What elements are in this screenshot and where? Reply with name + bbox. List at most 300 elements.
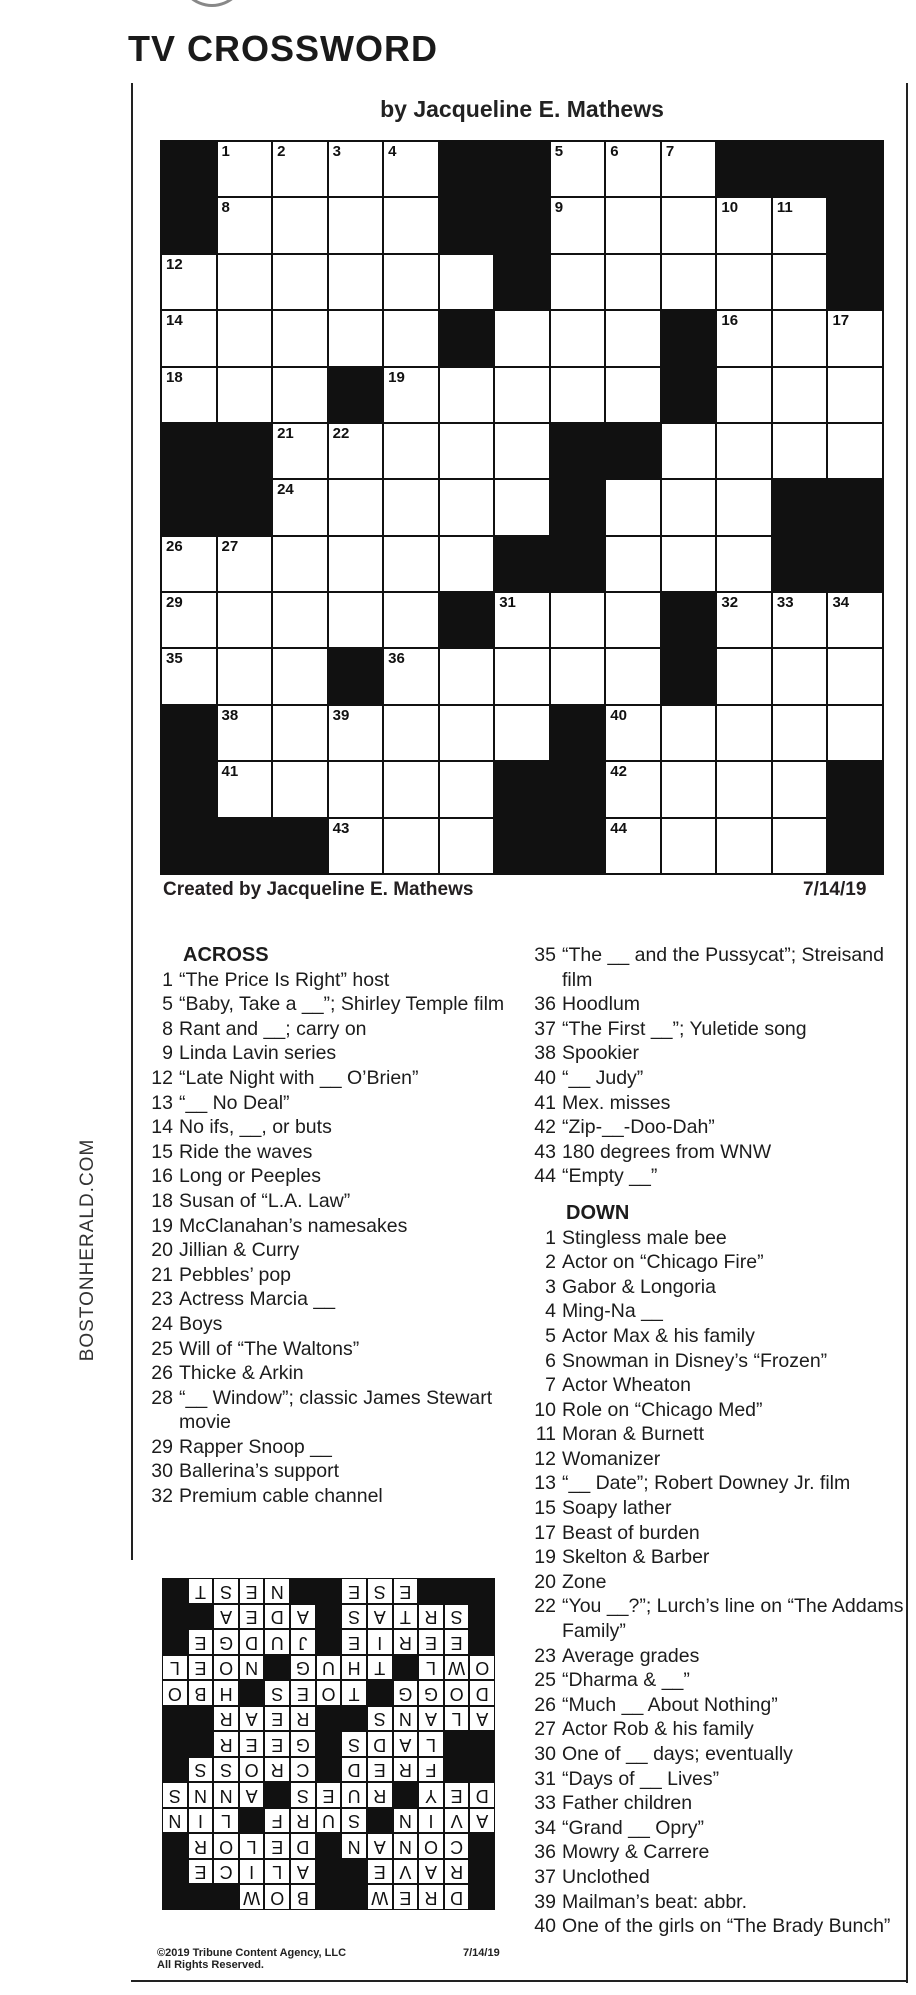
grid-cell	[606, 311, 660, 365]
answer-cell: S	[214, 1758, 238, 1782]
grid-cell	[162, 255, 216, 309]
cell-number: 34	[832, 594, 850, 612]
grid-cell	[551, 368, 605, 422]
clue-number: 14	[151, 1116, 173, 1139]
grid-cell	[495, 649, 549, 703]
clue-text: Susan of “L.A. Law”	[179, 1189, 351, 1212]
across-clue	[528, 1140, 910, 1165]
grid-cell	[717, 762, 771, 816]
copyright-line-1: ©2019 Tribune Content Agency, LLC	[157, 1947, 347, 1959]
cell-number: 44	[610, 819, 627, 837]
grid-cell	[218, 762, 272, 816]
cell-number: 27	[221, 537, 239, 555]
across-column	[145, 943, 515, 1509]
down-clue	[528, 1742, 910, 1767]
clue-number: 3	[545, 1275, 556, 1298]
answer-cell: O	[240, 1758, 264, 1782]
clue-number: 10	[534, 1398, 556, 1421]
grid-cell	[218, 311, 272, 365]
grid-cell	[218, 706, 272, 760]
answer-cell: L	[445, 1707, 469, 1731]
down-heading: DOWN	[566, 1201, 630, 1224]
across-clue	[145, 1435, 515, 1460]
clue-text: “__ No Deal”	[179, 1091, 290, 1114]
across-clue	[145, 1238, 515, 1263]
cell-number: 24	[277, 481, 294, 499]
answer-cell: R	[214, 1732, 238, 1756]
down-clue	[528, 1471, 910, 1496]
grid-cell	[273, 649, 327, 703]
footer-date: 7/14/19	[463, 1947, 500, 1959]
clue-text: Gabor & Longoria	[562, 1275, 716, 1298]
byline: by Jacqueline E. Mathews	[380, 96, 664, 122]
answer-cell: D	[240, 1630, 264, 1654]
grid-cell	[773, 368, 827, 422]
answer-cell: E	[368, 1860, 392, 1884]
grid-cell	[384, 819, 438, 873]
answer-cell: I	[189, 1809, 213, 1833]
across-clue-list-continued	[528, 943, 910, 1189]
down-column	[528, 943, 910, 1939]
grid-cell	[162, 593, 216, 647]
clue-number: 42	[534, 1116, 556, 1139]
crossword-grid	[160, 140, 884, 875]
clue-number: 27	[534, 1718, 556, 1741]
grid-cell	[828, 649, 882, 703]
grid-cell	[606, 198, 660, 252]
across-clue	[528, 1115, 910, 1140]
across-clue	[145, 1164, 515, 1189]
across-clue	[145, 968, 515, 993]
answer-cell: O	[214, 1834, 238, 1858]
across-clue	[528, 943, 910, 992]
clue-number: 21	[151, 1263, 173, 1286]
down-clue	[528, 1865, 910, 1890]
clue-text: Average grades	[562, 1644, 700, 1667]
clue-number: 28	[151, 1386, 173, 1409]
down-clue	[528, 1840, 910, 1865]
grid-cell	[440, 368, 494, 422]
down-clue	[528, 1767, 910, 1792]
answer-cell: A	[394, 1732, 418, 1756]
answer-cell: C	[214, 1860, 238, 1884]
clue-number: 25	[534, 1669, 556, 1692]
down-clue	[528, 1644, 910, 1669]
clue-text: Actor on “Chicago Fire”	[562, 1251, 764, 1274]
clue-text: Moran & Burnett	[562, 1423, 704, 1446]
clue-text: “__ Date”; Robert Downey Jr. film	[562, 1472, 851, 1495]
grid-cell	[440, 706, 494, 760]
down-clue	[528, 1693, 910, 1718]
clue-number: 8	[162, 1017, 173, 1040]
answer-cell: S	[291, 1783, 315, 1807]
grid-cell	[273, 706, 327, 760]
cell-number: 6	[610, 143, 619, 160]
grid-cell	[495, 480, 549, 534]
across-clue	[145, 1386, 515, 1435]
answer-cell: O	[419, 1834, 443, 1858]
clue-number: 41	[534, 1091, 556, 1114]
grid-cell	[606, 537, 660, 591]
answer-cell: A	[291, 1605, 315, 1629]
down-clue	[528, 1914, 910, 1939]
down-clue	[528, 1275, 910, 1300]
answer-cell: W	[445, 1656, 469, 1680]
answer-cell: D	[470, 1783, 494, 1807]
grid-cell	[828, 706, 882, 760]
answer-cell: R	[265, 1758, 289, 1782]
grid-cell	[495, 368, 549, 422]
clue-number: 26	[534, 1693, 556, 1716]
answer-cell: H	[342, 1656, 366, 1680]
answer-cell: E	[240, 1605, 264, 1629]
clue-text: Skelton & Barber	[562, 1546, 710, 1569]
clue-number: 33	[534, 1792, 556, 1815]
left-border-rule	[131, 83, 133, 1560]
answer-cell: F	[265, 1809, 289, 1833]
grid-cell	[329, 311, 383, 365]
clue-number: 40	[534, 1915, 556, 1938]
answer-cell: O	[445, 1681, 469, 1705]
answer-cell: E	[240, 1732, 264, 1756]
clue-text: Linda Lavin series	[179, 1042, 337, 1065]
down-clue	[528, 1349, 910, 1374]
grid-cell	[218, 593, 272, 647]
grid-cell	[329, 424, 383, 478]
clue-text: “Late Night with __ O’Brien”	[179, 1066, 419, 1089]
answer-cell: T	[368, 1656, 392, 1680]
cell-number: 1	[221, 143, 230, 160]
answer-cell: A	[419, 1860, 443, 1884]
cell-number: 40	[610, 706, 627, 724]
grid-cell	[329, 142, 383, 196]
grid-cell	[384, 706, 438, 760]
clue-text: “Dharma & __”	[562, 1669, 690, 1692]
grid-cell	[384, 142, 438, 196]
answer-cell: V	[394, 1860, 418, 1884]
clue-number: 1	[545, 1226, 556, 1249]
clue-text: No ifs, __, or buts	[179, 1116, 332, 1139]
cell-number: 33	[776, 594, 794, 612]
clue-text: “__ Window”; classic James Stewart movie	[179, 1386, 493, 1434]
answer-cell: S	[265, 1681, 289, 1705]
clue-text: “__ Judy”	[562, 1066, 644, 1089]
clue-text: “Empty __”	[562, 1165, 658, 1188]
answer-cell: E	[342, 1579, 366, 1603]
clue-text: “Much __ About Nothing”	[562, 1693, 778, 1716]
answer-cell: U	[342, 1783, 366, 1807]
clue-number: 1	[162, 968, 173, 991]
answer-cell: N	[240, 1656, 264, 1680]
grid-cell	[329, 537, 383, 591]
answer-cell: E	[291, 1681, 315, 1705]
grid-cell	[662, 480, 716, 534]
bottom-border-rule	[131, 1980, 908, 1982]
answer-cell: V	[445, 1809, 469, 1833]
answer-cell: E	[419, 1630, 443, 1654]
clue-number: 5	[545, 1324, 556, 1347]
answer-cell: N	[342, 1834, 366, 1858]
grid-cell	[662, 198, 716, 252]
down-clue	[528, 1447, 910, 1472]
answer-cell: S	[214, 1579, 238, 1603]
grid-cell	[495, 311, 549, 365]
answer-cell: R	[291, 1707, 315, 1731]
clue-number: 18	[151, 1189, 173, 1212]
answer-cell: E	[189, 1656, 213, 1680]
answer-cell: R	[394, 1758, 418, 1782]
grid-cell	[273, 593, 327, 647]
answer-cell: N	[394, 1834, 418, 1858]
answer-cell: E	[240, 1579, 264, 1603]
down-clue	[528, 1250, 910, 1275]
grid-cell	[384, 198, 438, 252]
cell-number: 8	[221, 199, 230, 217]
grid-cell	[717, 480, 771, 534]
answer-cell: N	[163, 1809, 187, 1833]
across-clue	[145, 1459, 515, 1484]
clue-text: “Grand __ Opry”	[562, 1816, 704, 1839]
answer-cell: G	[419, 1681, 443, 1705]
grid-cell	[329, 198, 383, 252]
answer-cell: O	[265, 1885, 289, 1909]
clue-text: Actress Marcia __	[179, 1288, 336, 1311]
answer-cell: E	[394, 1885, 418, 1909]
grid-cell	[440, 762, 494, 816]
clue-text: “The Price Is Right” host	[179, 968, 390, 991]
grid-cell	[273, 424, 327, 478]
grid-cell	[329, 480, 383, 534]
clue-text: Premium cable channel	[179, 1485, 383, 1508]
grid-cell	[384, 480, 438, 534]
grid-cell	[273, 480, 327, 534]
answer-cell: G	[291, 1656, 315, 1680]
answer-cell: S	[189, 1758, 213, 1782]
down-clue	[528, 1299, 910, 1324]
clue-text: Zone	[562, 1570, 607, 1593]
cell-number: 16	[721, 312, 739, 330]
grid-cell	[440, 424, 494, 478]
answer-cell: D	[445, 1885, 469, 1909]
answer-cell: I	[368, 1630, 392, 1654]
down-clue	[528, 1570, 910, 1595]
grid-cell	[495, 424, 549, 478]
cell-number: 42	[610, 763, 627, 781]
answer-cell: I	[240, 1860, 264, 1884]
down-clue	[528, 1496, 910, 1521]
grid-cell	[162, 537, 216, 591]
clue-text: Actor Rob & his family	[562, 1718, 754, 1741]
answer-cell: O	[214, 1656, 238, 1680]
clue-text: Father children	[562, 1792, 693, 1815]
answer-cell: R	[419, 1605, 443, 1629]
clue-number: 36	[534, 1841, 556, 1864]
grid-cell	[828, 593, 882, 647]
across-clue	[145, 1017, 515, 1042]
puzzle-date: 7/14/19	[803, 879, 867, 900]
clue-number: 30	[151, 1460, 173, 1483]
clue-number: 30	[534, 1743, 556, 1765]
clue-number: 43	[534, 1140, 556, 1163]
grid-cell	[717, 368, 771, 422]
clue-number: 22	[534, 1595, 556, 1618]
grid-cell	[773, 198, 827, 252]
clue-text: Mowry & Carrere	[562, 1841, 710, 1864]
across-clue	[145, 1337, 515, 1362]
clue-number: 15	[151, 1140, 173, 1163]
grid-cell	[495, 593, 549, 647]
grid-cell	[717, 819, 771, 873]
down-clue	[528, 1545, 910, 1570]
grid-cell	[606, 368, 660, 422]
grid-cell	[384, 537, 438, 591]
answer-cell: S	[342, 1809, 366, 1833]
grid-cell	[440, 819, 494, 873]
across-clue	[528, 1164, 910, 1189]
clue-text: Will of “The Waltons”	[179, 1337, 360, 1360]
cell-number: 35	[166, 650, 183, 668]
clue-text: Ballerina’s support	[179, 1460, 340, 1483]
clue-text: Mex. misses	[562, 1091, 671, 1114]
grid-cell	[717, 593, 771, 647]
grid-cell	[773, 762, 827, 816]
answer-cell: E	[394, 1579, 418, 1603]
answer-cell: U	[265, 1630, 289, 1654]
answer-cell: O	[470, 1656, 494, 1680]
cell-number: 32	[721, 594, 739, 612]
grid-cell	[273, 762, 327, 816]
answer-cell: R	[291, 1809, 315, 1833]
answer-cell: S	[342, 1605, 366, 1629]
clue-number: 15	[534, 1497, 556, 1520]
grid-cell	[162, 649, 216, 703]
cell-number: 39	[332, 706, 350, 724]
grid-cell	[218, 649, 272, 703]
answer-cell: A	[240, 1707, 264, 1731]
grid-cell	[218, 142, 272, 196]
across-heading: ACROSS	[183, 944, 269, 966]
cell-number: 22	[332, 424, 350, 442]
created-by: Created by Jacqueline E. Mathews	[163, 879, 474, 900]
across-clue	[528, 1066, 910, 1091]
grid-cell	[329, 762, 383, 816]
across-clue	[145, 1287, 515, 1312]
clue-number: 4	[545, 1300, 556, 1323]
clue-text: Rapper Snoop __	[179, 1435, 332, 1458]
cell-number: 19	[388, 368, 405, 386]
clue-number: 31	[534, 1767, 556, 1790]
across-clue	[145, 1066, 515, 1091]
cell-number: 38	[221, 706, 239, 724]
clue-text: Pebbles’ pop	[179, 1263, 292, 1286]
clue-number: 13	[151, 1091, 173, 1114]
cell-number: 18	[166, 368, 183, 386]
cell-number: 14	[166, 312, 183, 330]
answer-cell: S	[163, 1783, 187, 1807]
grid-cell	[606, 480, 660, 534]
clue-number: 35	[534, 944, 556, 966]
grid-cell	[218, 537, 272, 591]
grid-cell	[717, 255, 771, 309]
answer-cell: A	[368, 1605, 392, 1629]
cell-number: 2	[277, 143, 286, 160]
grid-cell	[606, 142, 660, 196]
cell-number: 31	[499, 594, 516, 612]
across-clue	[145, 1484, 515, 1509]
clue-text: 180 degrees from WNW	[562, 1140, 772, 1163]
grid-cell	[440, 537, 494, 591]
clue-text: Thicke & Arkin	[179, 1362, 304, 1385]
down-clue	[528, 1226, 910, 1251]
answer-cell: A	[470, 1707, 494, 1731]
grid-cell	[717, 706, 771, 760]
clue-number: 9	[162, 1042, 173, 1065]
answer-cell: U	[317, 1656, 341, 1680]
cell-number: 3	[332, 143, 341, 160]
clue-number: 24	[151, 1312, 173, 1335]
across-clue	[145, 1140, 515, 1165]
clue-number: 7	[545, 1374, 556, 1397]
side-label: BOSTONHERALD.COM	[77, 1138, 98, 1362]
grid-cell	[384, 311, 438, 365]
answer-cell: A	[240, 1783, 264, 1807]
cell-number: 43	[332, 819, 350, 837]
clue-text: One of __ days; eventually	[562, 1743, 793, 1765]
grid-cell	[551, 255, 605, 309]
answer-cell: W	[240, 1885, 264, 1909]
grid-cell	[662, 762, 716, 816]
answer-cell: D	[342, 1758, 366, 1782]
grid-cell	[717, 198, 771, 252]
across-clue	[145, 1115, 515, 1140]
grid-cell	[273, 537, 327, 591]
answer-grid	[162, 1578, 495, 1910]
cell-number: 5	[554, 143, 564, 160]
clue-number: 36	[534, 993, 556, 1016]
answer-cell: N	[394, 1809, 418, 1833]
across-clue	[145, 1041, 515, 1066]
clue-number: 23	[534, 1644, 556, 1667]
down-clue	[528, 1816, 910, 1841]
grid-cell	[773, 649, 827, 703]
clue-text: Actor Wheaton	[562, 1374, 691, 1397]
clue-text: McClanahan’s namesakes	[179, 1214, 408, 1237]
grid-cell	[551, 649, 605, 703]
answer-cell: E	[445, 1630, 469, 1654]
answer-cell: R	[189, 1834, 213, 1858]
grid-cell	[384, 762, 438, 816]
grid-cell	[384, 649, 438, 703]
answer-cell: E	[265, 1707, 289, 1731]
clue-text: Mailman’s beat: abbr.	[562, 1890, 747, 1913]
grid-cell	[495, 706, 549, 760]
grid-cell	[440, 649, 494, 703]
answer-cell: S	[368, 1707, 392, 1731]
answer-cell: A	[214, 1605, 238, 1629]
answer-cell: N	[189, 1783, 213, 1807]
grid-cell	[606, 706, 660, 760]
answer-cell: A	[419, 1707, 443, 1731]
answer-cell: E	[317, 1783, 341, 1807]
across-clue	[145, 1263, 515, 1288]
answer-cell: E	[189, 1860, 213, 1884]
grid-cell	[606, 762, 660, 816]
answer-cell: U	[317, 1809, 341, 1833]
clue-number: 19	[151, 1214, 173, 1237]
clue-text: Long or Peeples	[179, 1165, 322, 1188]
grid-cell	[273, 368, 327, 422]
clue-text: Role on “Chicago Med”	[562, 1398, 763, 1421]
